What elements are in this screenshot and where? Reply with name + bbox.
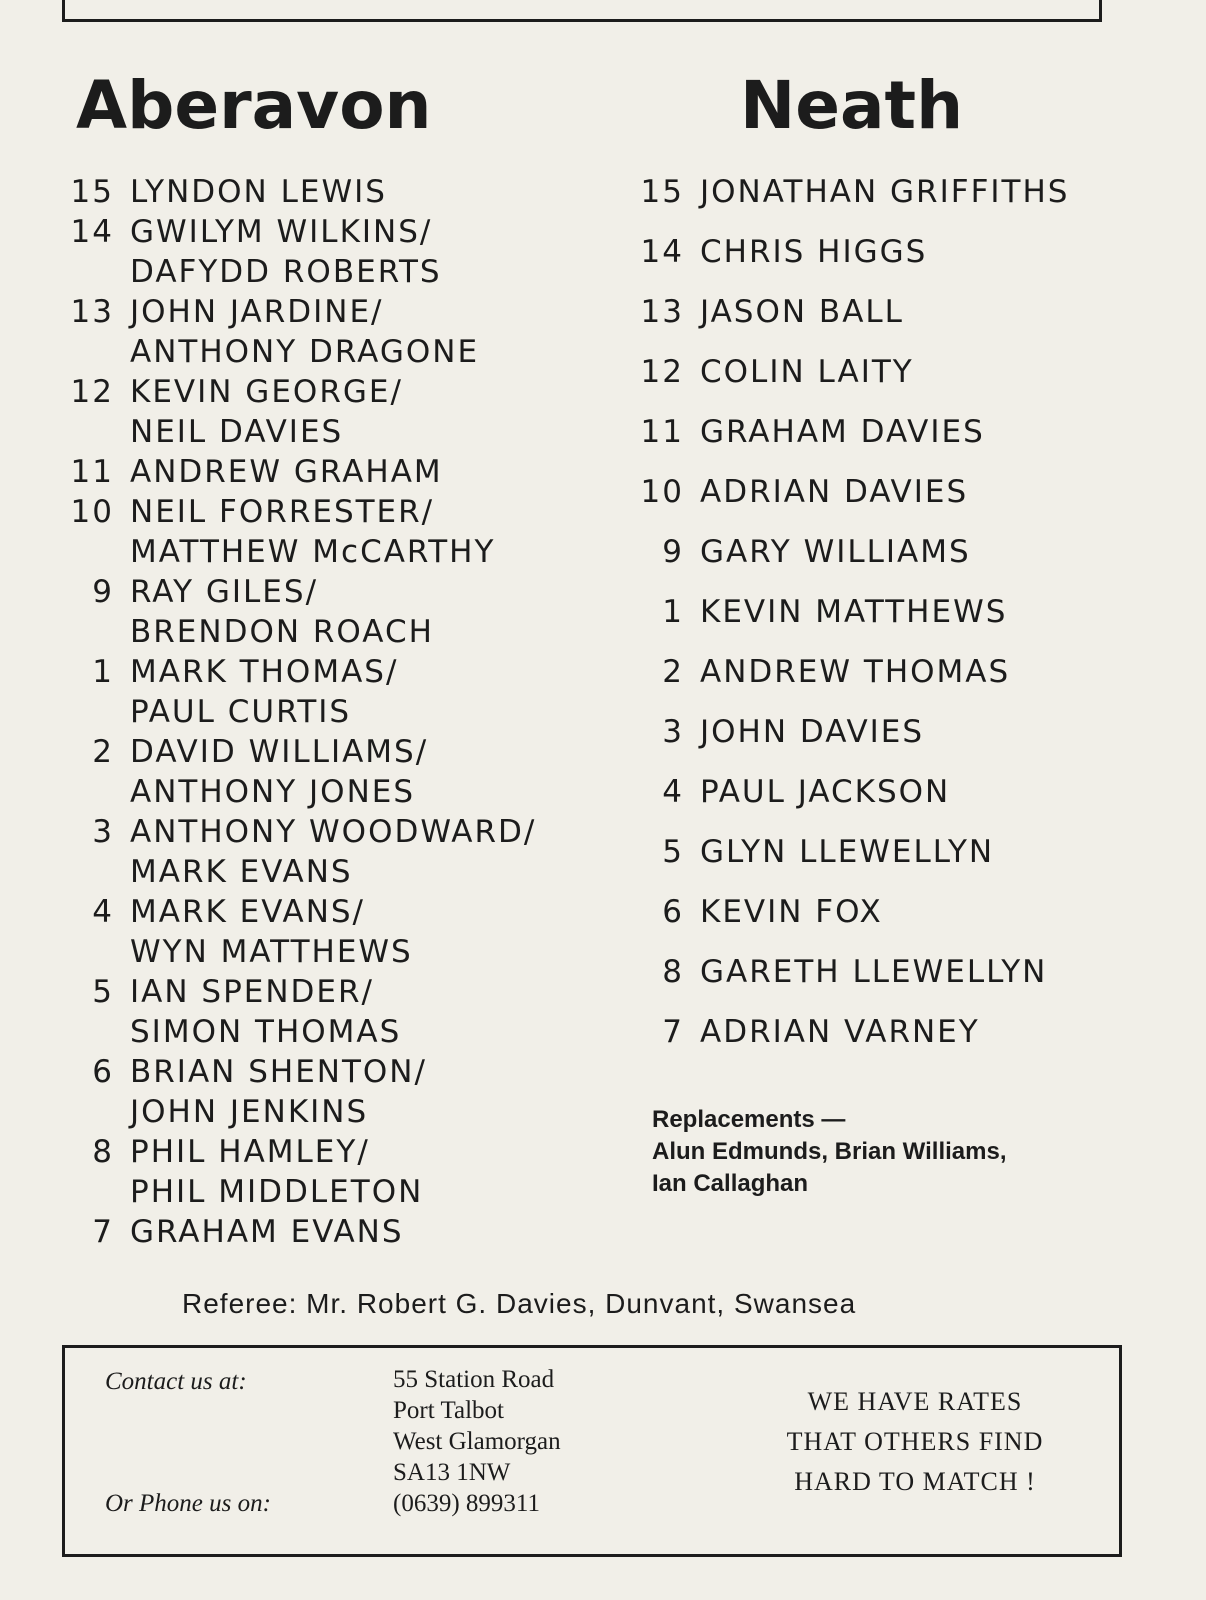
address-line: Port Talbot — [393, 1397, 504, 1424]
player-number: 9 — [92, 574, 114, 610]
player-number: 1 — [662, 594, 684, 630]
player-names — [700, 1012, 980, 1052]
address-line: 55 Station Road — [393, 1366, 555, 1393]
player-names — [700, 292, 904, 332]
player-name: JONATHAN GRIFFITHS — [700, 174, 1070, 210]
player-names — [130, 212, 442, 292]
player-name: PHIL HAMLEY/ — [130, 1134, 370, 1170]
address-line: SA13 1NW — [393, 1459, 511, 1486]
address-block — [393, 1364, 561, 1519]
player-number: 13 — [640, 294, 684, 330]
player-name: JASON BALL — [700, 294, 904, 330]
player-row — [640, 592, 1069, 632]
player-name: NEIL DAVIES — [130, 414, 344, 450]
player-names — [700, 772, 950, 812]
away-team-title: Neath — [740, 67, 964, 144]
player-row — [640, 172, 1069, 212]
player-name: KEVIN FOX — [700, 894, 883, 930]
player-names — [700, 832, 994, 872]
player-names — [700, 232, 927, 272]
player-names — [700, 172, 1069, 212]
player-number: 11 — [640, 414, 684, 450]
player-names — [130, 972, 401, 1052]
player-name: GRAHAM DAVIES — [700, 414, 985, 450]
player-names — [130, 892, 413, 972]
player-name: BRENDON ROACH — [130, 614, 434, 650]
player-number: 2 — [92, 734, 114, 770]
player-names — [700, 472, 968, 512]
player-name: PAUL JACKSON — [700, 774, 951, 810]
player-number: 7 — [662, 1014, 684, 1050]
player-number: 15 — [70, 174, 114, 210]
player-row — [640, 712, 1069, 752]
player-row — [70, 492, 536, 572]
player-names — [700, 412, 985, 452]
contact-label: Contact us at: — [105, 1368, 247, 1395]
referee-line: Referee: Mr. Robert G. Davies, Dunvant, Swansea — [182, 1288, 857, 1319]
player-names — [130, 572, 434, 652]
player-name: KEVIN MATTHEWS — [700, 594, 1008, 630]
player-row — [70, 1052, 536, 1132]
player-name: GWILYM WILKINS/ — [130, 214, 433, 250]
player-row — [70, 1212, 536, 1252]
player-row — [640, 472, 1069, 512]
home-team-list — [70, 172, 536, 1252]
player-row — [640, 892, 1069, 932]
replacements-line: Ian Callaghan — [652, 1170, 809, 1197]
player-row — [640, 952, 1069, 992]
player-name: WYN MATTHEWS — [130, 934, 413, 970]
player-name: MARK THOMAS/ — [130, 654, 399, 690]
player-number: 8 — [92, 1134, 114, 1170]
home-team-title: Aberavon — [76, 67, 432, 144]
player-row — [70, 292, 536, 372]
player-name: MATTHEW McCARTHY — [130, 534, 496, 570]
player-number: 10 — [640, 474, 684, 510]
player-row — [640, 412, 1069, 452]
player-names — [130, 292, 479, 372]
player-names — [700, 592, 1007, 632]
player-row — [70, 212, 536, 292]
advert-box — [62, 1345, 1122, 1557]
phone-number: (0639) 899311 — [393, 1490, 540, 1517]
player-row — [70, 372, 536, 452]
player-names — [700, 652, 1010, 692]
player-number: 15 — [640, 174, 684, 210]
player-names — [700, 952, 1047, 992]
player-names — [700, 532, 971, 572]
slogan-line: THAT OTHERS FIND — [786, 1427, 1044, 1456]
player-number: 4 — [92, 894, 114, 930]
player-name: SIMON THOMAS — [130, 1014, 402, 1050]
player-row — [70, 452, 536, 492]
player-number: 7 — [92, 1214, 114, 1250]
player-name: JOHN JENKINS — [130, 1094, 369, 1130]
player-name: GRAHAM EVANS — [130, 1214, 404, 1250]
player-number: 9 — [662, 534, 684, 570]
replacements — [652, 1104, 1007, 1200]
player-name: NEIL FORRESTER/ — [130, 494, 435, 530]
player-number: 4 — [662, 774, 684, 810]
replacements-heading: Replacements — — [652, 1106, 846, 1133]
player-name: MARK EVANS/ — [130, 894, 366, 930]
player-number: 14 — [70, 214, 114, 250]
player-name: RAY GILES/ — [130, 574, 319, 610]
player-row — [640, 832, 1069, 872]
player-name: LYNDON LEWIS — [130, 174, 387, 210]
replacements-line: Alun Edmunds, Brian Williams, — [652, 1138, 1007, 1165]
player-names — [130, 732, 428, 812]
player-number: 12 — [70, 374, 114, 410]
slogan-line: WE HAVE RATES — [807, 1387, 1023, 1416]
player-row — [640, 292, 1069, 332]
player-name: PAUL CURTIS — [130, 694, 352, 730]
player-row — [640, 1012, 1069, 1052]
player-row — [640, 232, 1069, 272]
player-number: 12 — [640, 354, 684, 390]
player-name: IAN SPENDER/ — [130, 974, 374, 1010]
player-names — [700, 352, 914, 392]
player-row — [70, 972, 536, 1052]
player-name: PHIL MIDDLETON — [130, 1174, 424, 1210]
player-number: 6 — [92, 1054, 114, 1090]
player-name: ANTHONY WOODWARD/ — [130, 814, 537, 850]
player-names — [130, 172, 387, 212]
player-number: 10 — [70, 494, 114, 530]
player-name: CHRIS HIGGS — [700, 234, 928, 270]
player-names — [130, 372, 403, 452]
phone-label: Or Phone us on: — [105, 1490, 271, 1517]
player-name: ANTHONY JONES — [130, 774, 416, 810]
player-number: 14 — [640, 234, 684, 270]
player-row — [640, 652, 1069, 692]
player-name: DAFYDD ROBERTS — [130, 254, 442, 290]
player-row — [70, 172, 536, 212]
player-name: BRIAN SHENTON/ — [130, 1054, 427, 1090]
slogan — [745, 1382, 1085, 1502]
player-name: ADRIAN VARNEY — [700, 1014, 980, 1050]
player-name: COLIN LAITY — [700, 354, 914, 390]
player-name: JOHN DAVIES — [700, 714, 925, 750]
player-name: DAVID WILLIAMS/ — [130, 734, 429, 770]
player-name: GLYN LLEWELLYN — [700, 834, 995, 870]
player-names — [130, 1212, 404, 1252]
player-row — [640, 352, 1069, 392]
player-row — [70, 812, 536, 892]
player-number: 8 — [662, 954, 684, 990]
player-names — [700, 892, 883, 932]
player-name: GARY WILLIAMS — [700, 534, 971, 570]
player-name: GARETH LLEWELLYN — [700, 954, 1048, 990]
away-team-list — [640, 172, 1069, 1072]
player-name: ANDREW THOMAS — [700, 654, 1011, 690]
player-row — [70, 652, 536, 732]
player-number: 2 — [662, 654, 684, 690]
player-names — [130, 1052, 427, 1132]
player-number: 5 — [662, 834, 684, 870]
player-name: KEVIN GEORGE/ — [130, 374, 403, 410]
player-names — [130, 492, 495, 572]
player-name: ANTHONY DRAGONE — [130, 334, 480, 370]
player-number: 13 — [70, 294, 114, 330]
player-row — [70, 892, 536, 972]
slogan-line: HARD TO MATCH ! — [794, 1467, 1036, 1496]
player-names — [130, 452, 443, 492]
player-number: 6 — [662, 894, 684, 930]
player-number: 11 — [70, 454, 114, 490]
player-name: ADRIAN DAVIES — [700, 474, 969, 510]
player-name: JOHN JARDINE/ — [130, 294, 384, 330]
player-name: ANDREW GRAHAM — [130, 454, 443, 490]
player-row — [70, 572, 536, 652]
player-row — [640, 532, 1069, 572]
player-row — [70, 732, 536, 812]
address-line: West Glamorgan — [393, 1428, 561, 1455]
player-row — [640, 772, 1069, 812]
header-frame — [62, 0, 1102, 22]
player-names — [700, 712, 924, 752]
player-number: 3 — [662, 714, 684, 750]
player-number: 1 — [92, 654, 114, 690]
player-number: 5 — [92, 974, 114, 1010]
player-row — [70, 1132, 536, 1212]
player-name: MARK EVANS — [130, 854, 353, 890]
player-names — [130, 652, 398, 732]
player-number: 3 — [92, 814, 114, 850]
player-names — [130, 812, 536, 892]
player-names — [130, 1132, 423, 1212]
